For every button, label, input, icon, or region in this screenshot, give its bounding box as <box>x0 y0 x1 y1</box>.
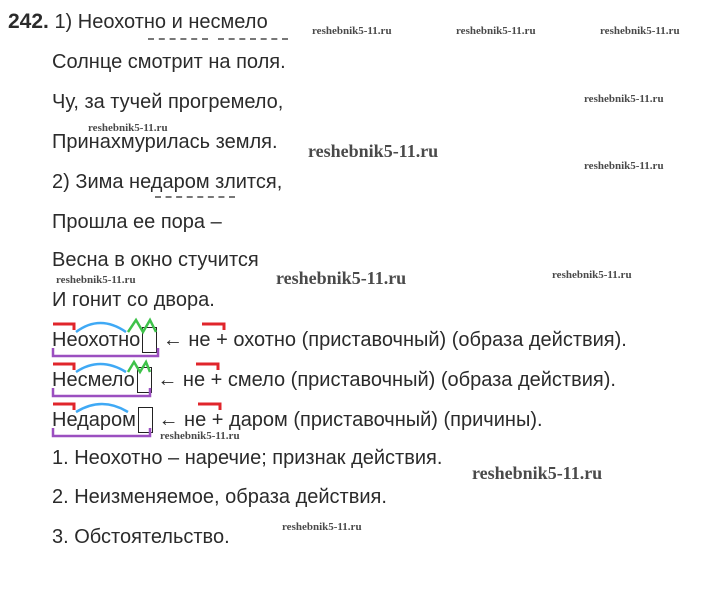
part2-pre: Зима <box>75 171 124 193</box>
null-ending-box <box>138 407 153 433</box>
watermark: reshebnik5-11.ru <box>276 268 407 288</box>
underline-dash <box>148 38 208 40</box>
null-ending-box <box>142 327 157 353</box>
watermark: reshebnik5-11.ru <box>552 269 632 281</box>
analysis-row <box>52 407 543 433</box>
poem-line: Весна в окно стучится <box>52 249 259 271</box>
analysis-row <box>52 327 627 353</box>
part2-post: злится, <box>215 171 283 193</box>
derivation-rest: + даром (приставочный) (причины). <box>211 409 543 431</box>
answer-line: 2. Неизменяемое, образа действия. <box>52 486 387 508</box>
word-text: Неохотно <box>52 329 141 351</box>
derivation-arrow: ← <box>157 369 178 391</box>
prefix: не <box>188 329 211 351</box>
poem-line: И гонит со двора. <box>52 289 215 311</box>
word-text: Несмело <box>52 369 135 391</box>
underline-dash <box>155 196 235 198</box>
prefix: не <box>182 369 206 391</box>
answer-line: 3. Обстоятельство. <box>52 526 230 548</box>
watermark: reshebnik5-11.ru <box>312 25 392 37</box>
analysis-row <box>52 367 616 393</box>
watermark: reshebnik5-11.ru <box>600 25 680 37</box>
watermark: reshebnik5-11.ru <box>472 463 603 483</box>
derivation-arrow: ← <box>158 409 179 431</box>
watermark: reshebnik5-11.ru <box>282 521 362 533</box>
prefix: не <box>184 409 207 431</box>
exercise-number: 242. <box>8 10 49 33</box>
analyzed-word <box>52 367 152 393</box>
exercise-header <box>8 10 268 34</box>
answer-line: 1. Неохотно – наречие; признак действия. <box>52 447 443 469</box>
analyzed-word <box>52 407 153 433</box>
part1-marker: 1) <box>54 11 73 33</box>
part1-title: Неохотно и несмело <box>77 11 268 33</box>
watermark: reshebnik5-11.ru <box>160 430 240 442</box>
derivation-arrow: ← <box>162 329 183 351</box>
watermark: reshebnik5-11.ru <box>584 160 664 172</box>
derivation-rest: + смело (приставочный) (образа действия). <box>210 369 616 391</box>
poem-line: Принахмурилась земля. <box>52 131 278 153</box>
watermark: reshebnik5-11.ru <box>456 25 536 37</box>
part2-word: недаром <box>129 171 210 193</box>
watermark: reshebnik5-11.ru <box>56 274 136 286</box>
analyzed-word <box>52 327 157 353</box>
underline-dash <box>218 38 288 40</box>
poem-line: Прошла ее пора – <box>52 211 222 233</box>
word-text: Недаром <box>52 409 136 431</box>
null-ending-box <box>137 367 152 393</box>
derivation-rest: + охотно (приставочный) (образа действия). <box>216 329 627 351</box>
watermark: reshebnik5-11.ru <box>308 141 439 161</box>
poem-line: Солнце смотрит на поля. <box>52 51 286 73</box>
part2-marker: 2) <box>52 171 70 193</box>
part2-line <box>52 170 282 194</box>
watermark: reshebnik5-11.ru <box>88 122 168 134</box>
watermark: reshebnik5-11.ru <box>584 93 664 105</box>
poem-line: Чу, за тучей прогремело, <box>52 91 284 113</box>
